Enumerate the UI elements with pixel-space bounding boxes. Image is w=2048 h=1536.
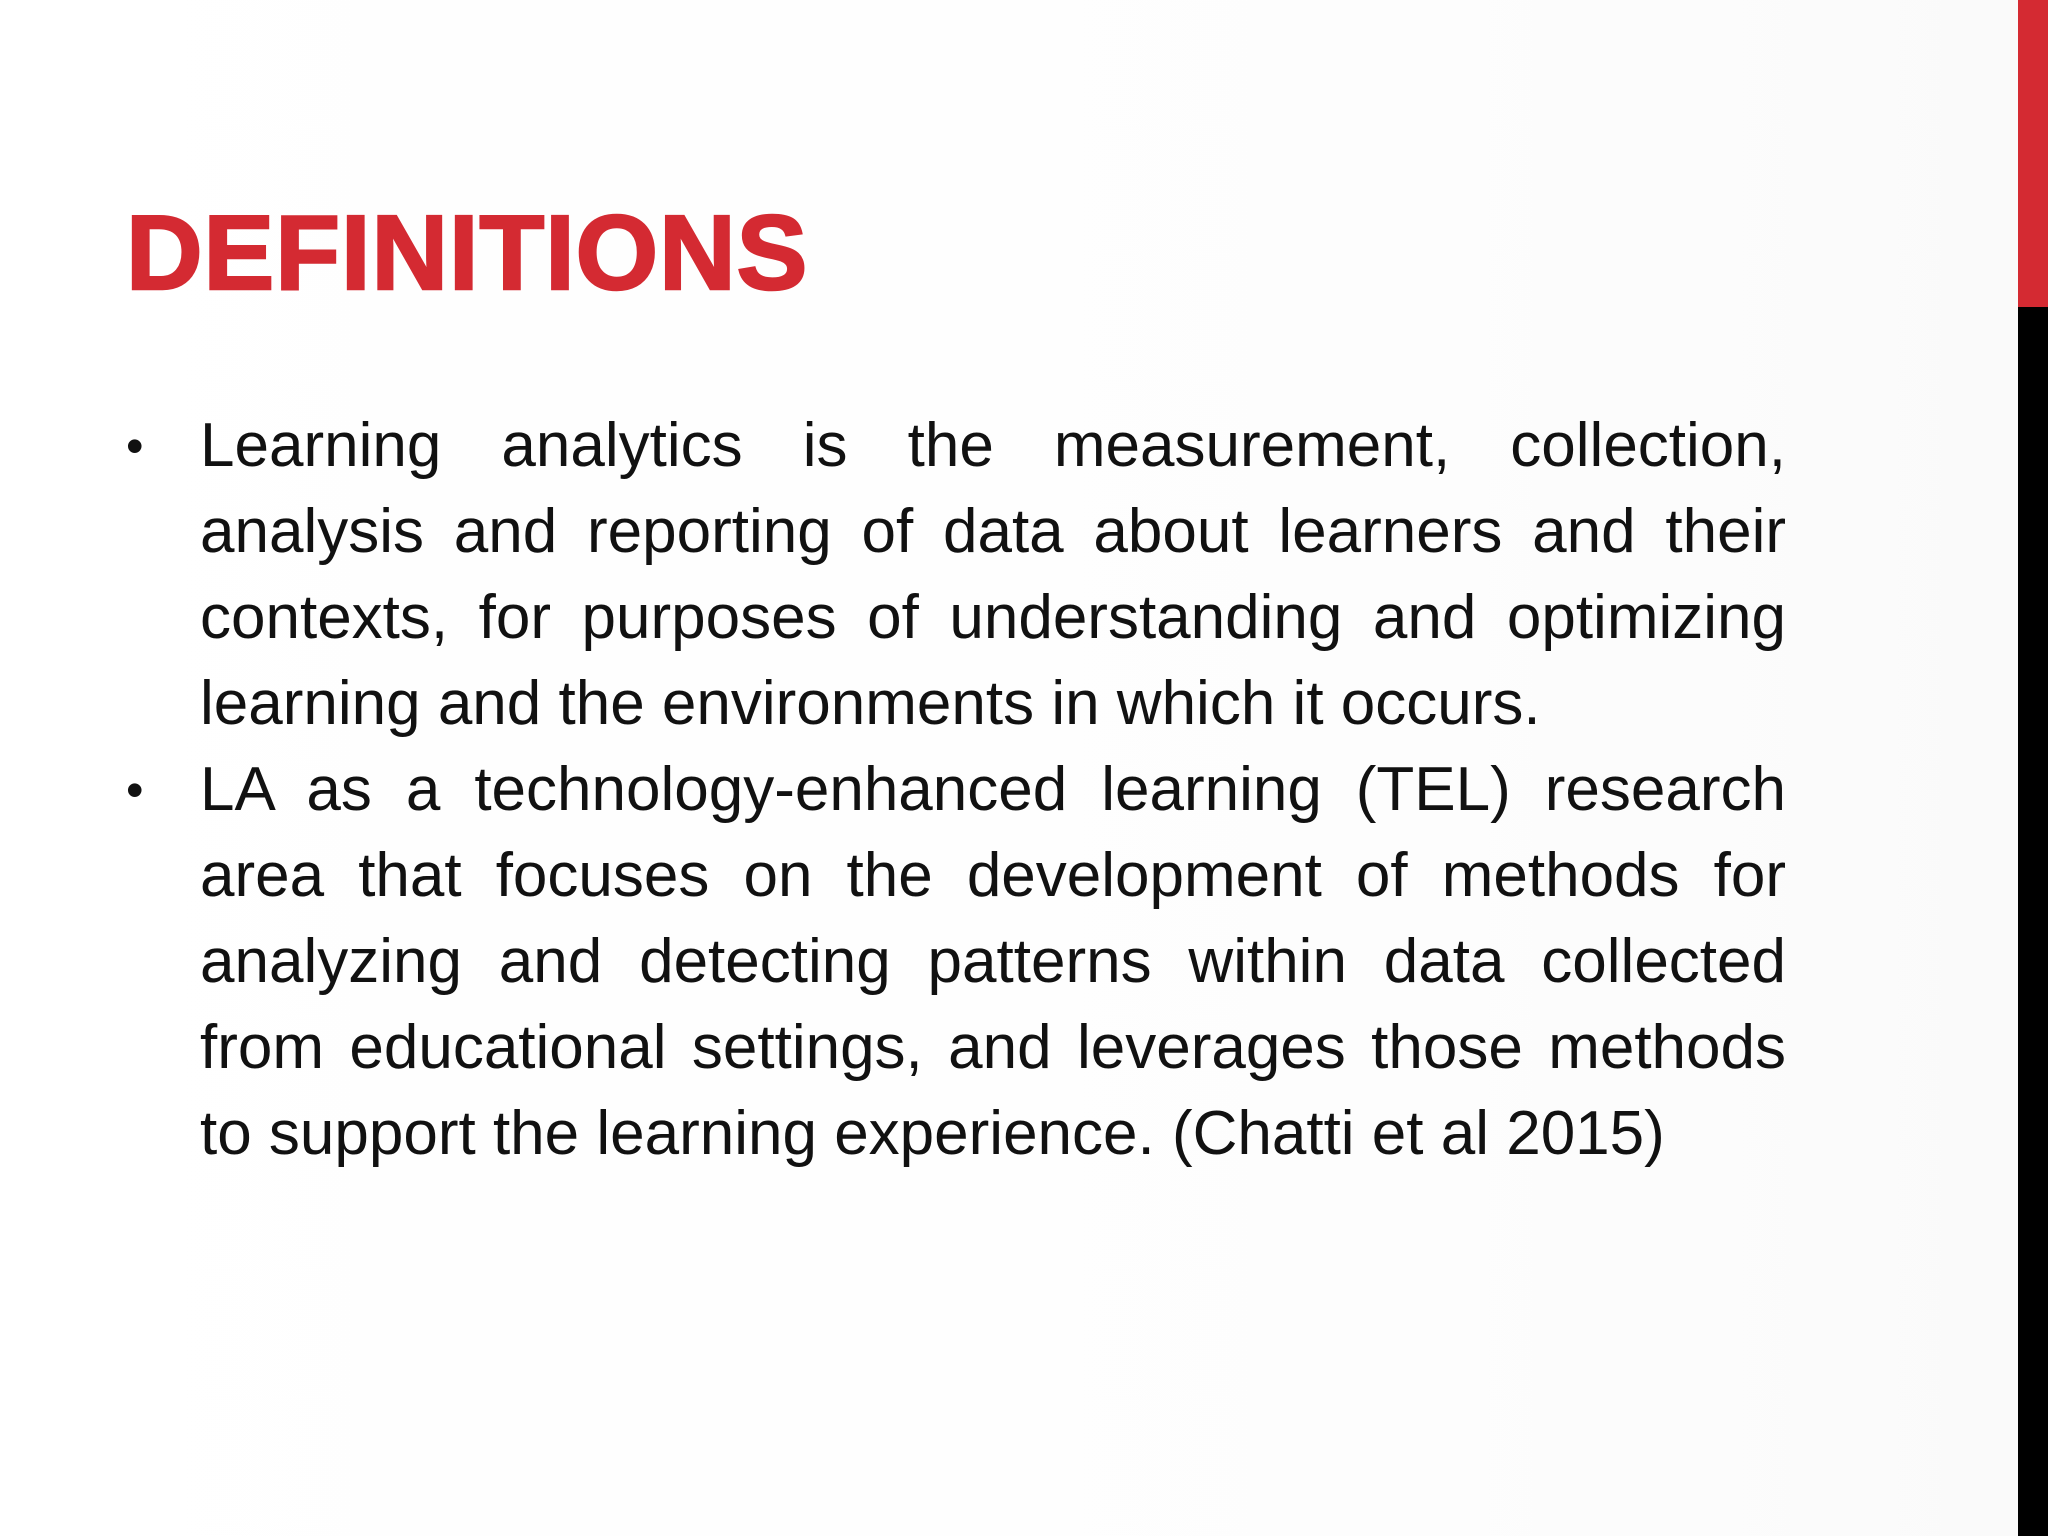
bullet-list bbox=[126, 403, 1786, 1177]
bullet-item bbox=[126, 403, 1786, 747]
bullet-text: Learning analytics is the measurement, collection, analysis and reporting of data about learners and their contexts, for purposes of understanding and optimizing learning and the environments in which it occurs. bbox=[200, 411, 1786, 738]
accent-bar-black bbox=[2018, 307, 2048, 1536]
bullet-item bbox=[126, 747, 1786, 1177]
accent-bar-red bbox=[2018, 0, 2048, 307]
bullet-text: LA as a technology-enhanced learning (TEL) research area that focuses on the development of methods for analyzing and detecting patterns within data collected from educational settings, and leverages those methods to support the learning experience. (Chatti et al 2015) bbox=[200, 755, 1786, 1168]
bullet-icon: • bbox=[126, 762, 144, 818]
bullet-icon: • bbox=[126, 418, 144, 474]
slide-title: DEFINITIONS bbox=[126, 194, 809, 312]
